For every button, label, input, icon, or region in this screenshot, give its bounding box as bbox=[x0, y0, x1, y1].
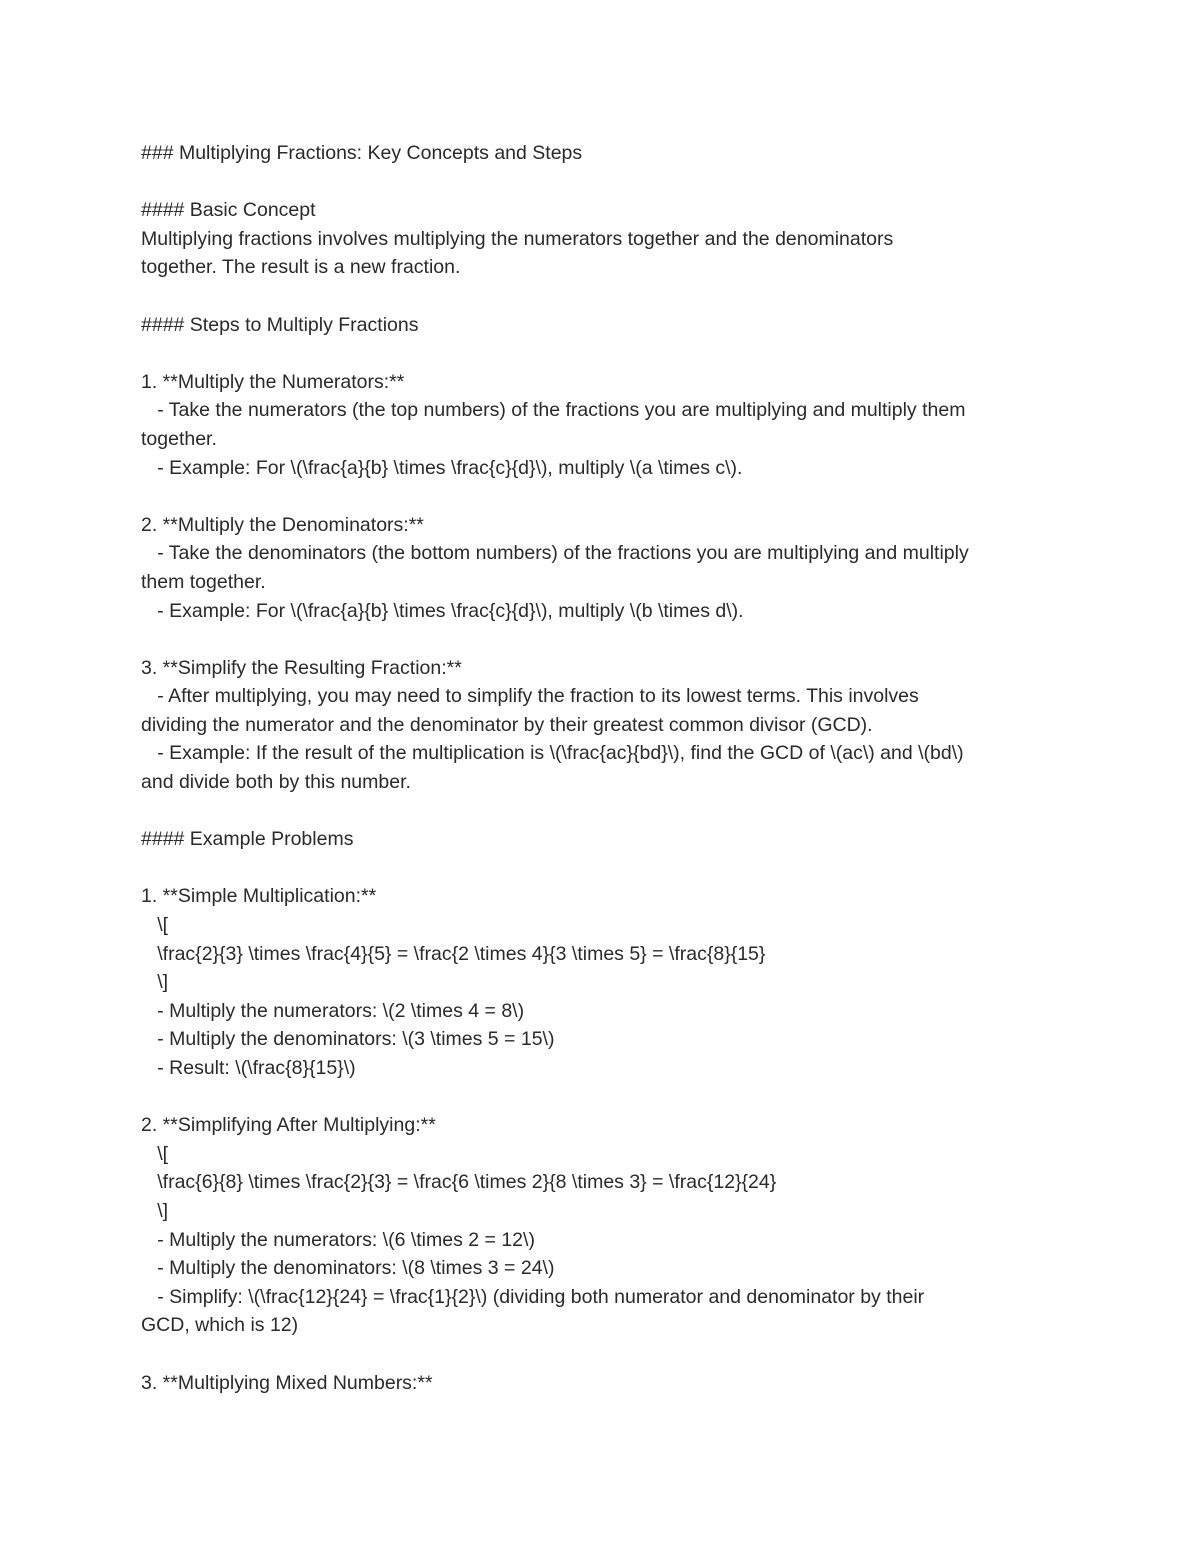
heading-example-problems: #### Example Problems bbox=[141, 828, 354, 851]
example-1-title: 1. **Simple Multiplication:** bbox=[141, 885, 377, 908]
heading-title: ### Multiplying Fractions: Key Concepts and Steps bbox=[141, 142, 583, 164]
step-3-example: - Example: If the result of the multiplication is \(\frac{ac}{bd}\), find the GCD of \(ac\) and \(bd\) bbox=[141, 742, 964, 765]
math-expression: \frac{6}{8} \times \frac{2}{3} = \frac{6 \times 2}{8 \times 3} = \frac{12}{24} bbox=[141, 1171, 777, 1194]
math-block-close: \] bbox=[141, 971, 169, 994]
blank-line bbox=[141, 1083, 1071, 1112]
blank-line bbox=[141, 625, 1071, 654]
math-block-open: \[ bbox=[141, 914, 169, 937]
step-3-title: 3. **Simplify the Resulting Fraction:** bbox=[141, 656, 462, 679]
math-block-close: \] bbox=[141, 1199, 169, 1222]
example-2-title: 2. **Simplifying After Multiplying:** bbox=[141, 1114, 436, 1137]
blank-line bbox=[141, 282, 1071, 311]
blank-line bbox=[141, 482, 1071, 511]
paragraph-line: together. The result is a new fraction. bbox=[141, 256, 461, 279]
step-3-example: and divide both by this number. bbox=[141, 771, 411, 794]
step-1-example: - Example: For \(\frac{a}{b} \times \frac{c}{d}\), multiply \(a \times c\). bbox=[141, 456, 743, 479]
example-3-title: 3. **Multiplying Mixed Numbers:** bbox=[141, 1371, 433, 1394]
step-3-detail: - After multiplying, you may need to simplify the fraction to its lowest terms. This involves bbox=[141, 685, 919, 708]
example-2-detail: GCD, which is 12) bbox=[141, 1314, 299, 1337]
step-2-title: 2. **Multiply the Denominators:** bbox=[141, 513, 424, 536]
paragraph-line: Multiplying fractions involves multiplying the numerators together and the denominators bbox=[141, 227, 894, 250]
example-1-detail: - Multiply the numerators: \(2 \times 4 = 8\) bbox=[141, 999, 525, 1022]
heading-basic-concept: #### Basic Concept bbox=[141, 199, 316, 222]
blank-line bbox=[141, 168, 1071, 197]
example-2-detail: - Multiply the denominators: \(8 \times 3 = 24\) bbox=[141, 1257, 555, 1280]
heading-steps: #### Steps to Multiply Fractions bbox=[141, 313, 419, 336]
math-expression: \frac{2}{3} \times \frac{4}{5} = \frac{2 \times 4}{3 \times 5} = \frac{8}{15} bbox=[141, 942, 766, 965]
step-2-detail: - Take the denominators (the bottom numbers) of the fractions you are multiplying and multiply bbox=[141, 542, 969, 565]
example-1-detail: - Result: \(\frac{8}{15}\) bbox=[141, 1057, 356, 1079]
step-1-detail: together. bbox=[141, 427, 217, 450]
example-2-detail: - Multiply the numerators: \(6 \times 2 = 12\) bbox=[141, 1228, 535, 1251]
step-1-detail: - Take the numerators (the top numbers) of the fractions you are multiplying and multiply them bbox=[141, 399, 966, 422]
step-3-detail: dividing the numerator and the denominator by their greatest common divisor (GCD). bbox=[141, 713, 873, 736]
step-1-title: 1. **Multiply the Numerators:** bbox=[141, 370, 405, 393]
math-block-open: \[ bbox=[141, 1142, 169, 1165]
step-2-example: - Example: For \(\frac{a}{b} \times \frac{c}{d}\), multiply \(b \times d\). bbox=[141, 599, 744, 622]
blank-line bbox=[141, 1340, 1071, 1369]
example-2-detail: - Simplify: \(\frac{12}{24} = \frac{1}{2}\) (dividing both numerator and denominator by their bbox=[141, 1285, 925, 1308]
document-body bbox=[141, 139, 1071, 1397]
blank-line bbox=[141, 797, 1071, 826]
blank-line bbox=[141, 339, 1071, 368]
blank-line bbox=[141, 854, 1071, 883]
example-1-detail: - Multiply the denominators: \(3 \times 5 = 15\) bbox=[141, 1028, 555, 1051]
step-2-detail: them together. bbox=[141, 570, 266, 593]
